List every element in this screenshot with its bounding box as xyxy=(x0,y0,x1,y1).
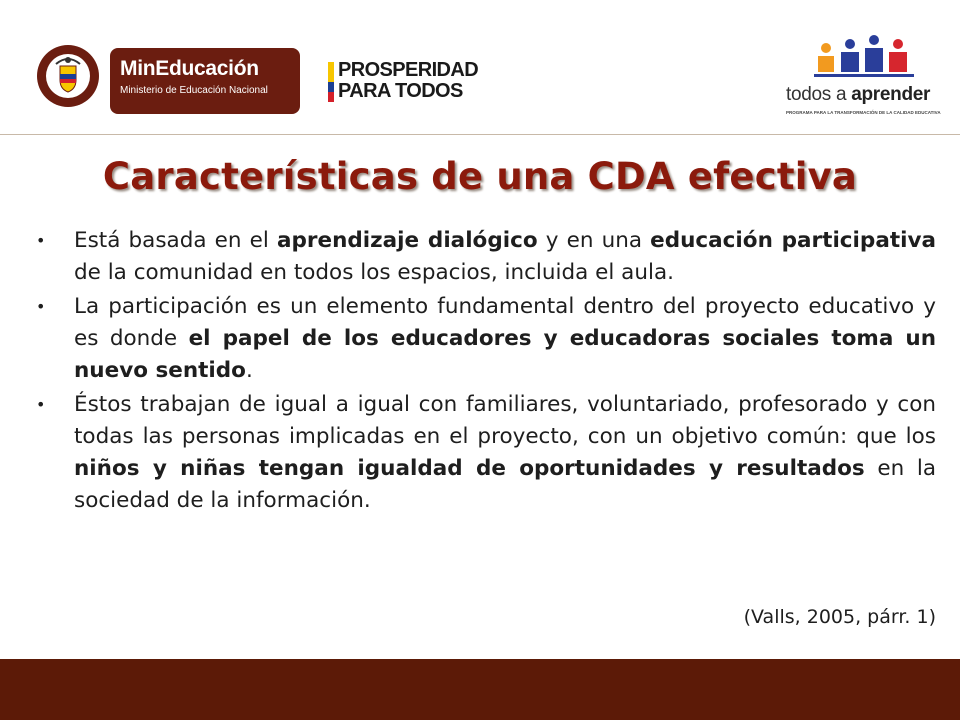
todos-brand xyxy=(786,84,930,106)
flag-bars-icon xyxy=(328,62,334,102)
todos-tagline: PROGRAMA PARA LA TRANSFORMACIÓN DE LA CALIDAD EDUCATIVA xyxy=(786,110,941,115)
slide-content xyxy=(36,225,936,519)
prosperidad-line2: PARA TODOS xyxy=(338,80,463,102)
todos-brand-bold: aprender xyxy=(851,84,931,105)
bullet-text: Éstos trabajan de igual a igual con familiares, voluntariado, profesorado y con todas las personas implicadas en el proyecto, con un objetivo común: que los xyxy=(74,392,936,449)
prosperidad-logo xyxy=(328,58,498,106)
bullet-item xyxy=(36,225,936,289)
slide-title: Características de una CDA efectiva xyxy=(102,155,858,198)
todos-brand-light: todos a xyxy=(786,84,852,105)
bullet-text: La participación es un elemento fundamental dentro del proyecto educativo y es donde xyxy=(74,294,936,351)
bullet-text-bold: aprendizaje dialógico xyxy=(277,228,538,253)
bullet-dot: • xyxy=(36,297,46,316)
bullet-list xyxy=(36,225,936,517)
bullet-dot: • xyxy=(36,231,46,250)
bullet-text: y en una xyxy=(537,228,651,253)
mineducacion-logo xyxy=(110,48,300,114)
colombia-seal-icon xyxy=(36,44,100,108)
todos-a-aprender-logo xyxy=(786,34,941,126)
bullet-dot: • xyxy=(36,395,46,414)
ministry-title: MinEducación xyxy=(120,57,259,80)
header xyxy=(0,0,960,135)
citation: (Valls, 2005, párr. 1) xyxy=(743,606,936,628)
prosperidad-text xyxy=(338,60,478,102)
bullet-item xyxy=(36,291,936,387)
children-figures-icon xyxy=(814,34,914,84)
prosperidad-line1: PROSPERIDAD xyxy=(338,59,479,81)
bullet-text: . xyxy=(245,358,253,383)
bullet-text-bold: el papel de los educadores y educadoras sociales toma un nuevo sentido xyxy=(74,326,936,383)
bullet-text: en la sociedad de la información. xyxy=(74,456,937,513)
bullet-text: de la comunidad en todos los espacios, incluida el aula. xyxy=(74,260,674,285)
bullet-text-bold: niños y niñas tengan igualdad de oportunidades y resultados xyxy=(74,456,865,481)
header-divider xyxy=(0,134,960,135)
bullet-item xyxy=(36,389,936,517)
bullet-text: Está basada en el xyxy=(74,228,278,253)
bullet-text-bold: educación participativa xyxy=(650,228,936,253)
ministry-subtitle: Ministerio de Educación Nacional xyxy=(120,85,268,96)
footer-bar xyxy=(0,659,960,720)
